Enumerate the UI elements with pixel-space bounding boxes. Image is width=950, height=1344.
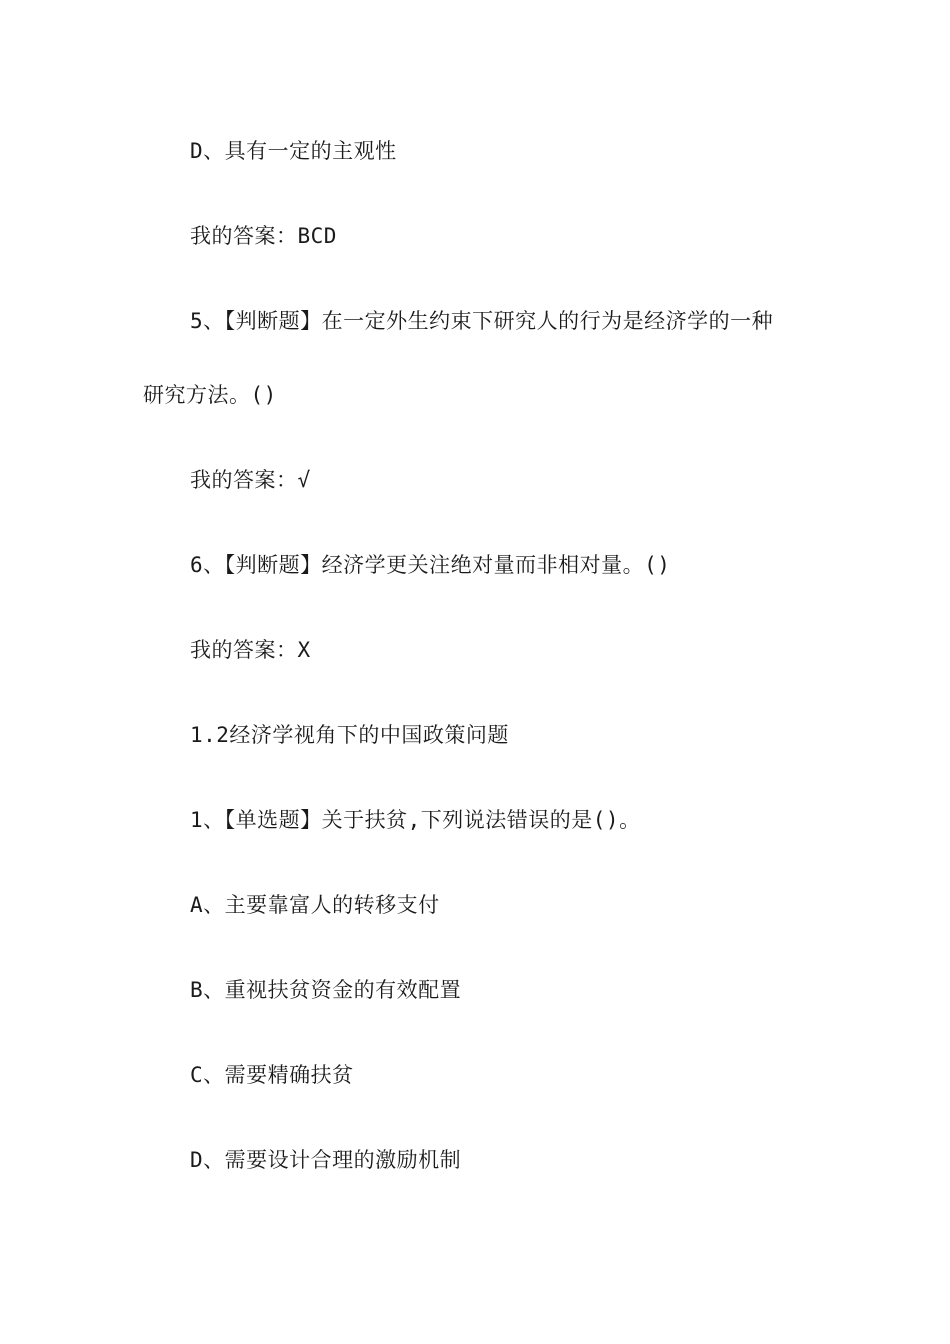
question-text: 5、【判断题】在一定外生约束下研究人的行为是经济学的一种	[190, 309, 774, 333]
question-text: 1、【单选题】关于扶贫,下列说法错误的是()。	[190, 808, 641, 832]
option-d-text: D、具有一定的主观性	[190, 139, 397, 163]
option-b-text: B、重视扶贫资金的有效配置	[190, 978, 462, 1002]
option-a-text: A、主要靠富人的转移支付	[190, 893, 440, 917]
option-d-text: D、需要设计合理的激励机制	[190, 1148, 462, 1172]
answer-text: 我的答案：BCD	[190, 224, 337, 248]
question-text: 6、【判断题】经济学更关注绝对量而非相对量。()	[190, 553, 671, 577]
option-c-text: C、需要精确扶贫	[190, 1063, 354, 1087]
answer-text: 我的答案：√	[190, 468, 311, 492]
answer-text: 我的答案：X	[190, 638, 311, 662]
section-heading: 1.2经济学视角下的中国政策问题	[190, 723, 509, 747]
question-text-continued: 研究方法。()	[143, 383, 277, 407]
